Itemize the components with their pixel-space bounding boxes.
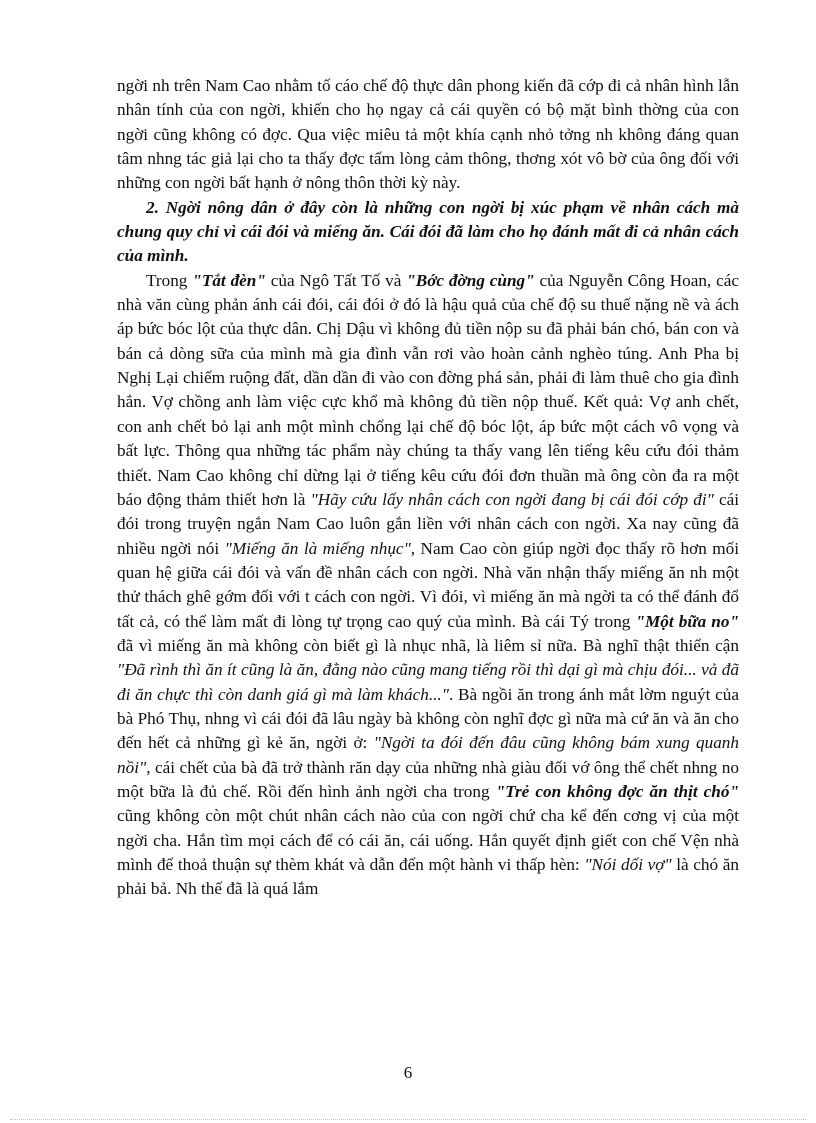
paragraph-intro: ngời nh trên Nam Cao nhằm tố cáo chế độ thực dân phong kiến đã cớp đi cả nhân hình lẫn nhân tính của con ngời, khiến cho họ ngay cả cái quyền có bộ mặt bình thờng của con ngời cũng không có đợc. Qua việc miêu tả một khía cạnh nhỏ tởng nh không đáng quan tâm nhng tác giả lại cho ta thấy đợc tấm lòng cảm thông, thơng xót vô bờ của ông đối với những con ngời bất hạnh ở nông thôn thời kỳ này. [117,76,739,193]
text-run: , cái chết của bà đã trở thành răn dạy của những nhà giàu đối vớ ông thể chết nhng no một bữa là đủ chế. Rồi đến hình ảnh ngời cha trong [117,757,739,801]
text-run: , Nam Cao còn giúp ngời đọc thấy rõ hơn mối quan hệ giữa cái đói và vấn đề nhân cách con ngời. Nhà văn nhận thấy miếng ăn nh một thử thách ghê gớm đối với t cách con ngời. Vì đói, vì miếng ăn mà ngời ta có thể đánh đổ tất cả, có thể làm mất đi lòng tự trọng cao quý của mình. Bà cái Tý trong [117,538,740,631]
quoted-title-tre-con: "Trẻ con không đợc ăn thịt chó" [495,781,739,801]
quoted-title-mot-bua-no: "Một bữa no" [635,611,739,631]
italic-quote: "Đã rình thì ăn ít cũng là ăn, đằng nào cũng mang tiếng rồi thì dại gì mà chịu đói... vả đã đi ăn chực thì còn danh giá gì mà làm khách..." [117,660,739,704]
text-run: của Nguyễn Công Hoan, các nhà văn cùng phản ánh cái đói, cái đói ở đó là hậu quả của chế độ su thuế nặng nề và ách áp bức bóc lột của thực dân. Chị Dậu vì không đủ tiền nộp su đã phải bán chó, bán con và bán cả dòng sữa của mình mà gia đình vẫn rơi vào hoàn cảnh nghèo túng. Anh Pha bị Nghị Lại chiếm ruộng đất, dần dần đi vào con đờng phá sản, phải đi làm thuê cho gia đình hắn. Vợ chồng anh làm việc cực khổ mà không đủ tiền nộp thuế. Kết quả: Vợ anh chết, con anh chết bỏ lại anh một mình chống lại chế độ bóc lột, áp bức một cách vô vọng và bất lực. Thông qua những tác phẩm này chúng ta thấy vang lên tiếng kêu cứu đói thảm thiết. Nam Cao không chỉ dừng lại ở tiếng kêu cứu đói đơn thuần mà ông còn đa ra một báo động thảm thiết hơn là [117,270,739,509]
section-heading: 2. Ngời nông dân ở đây còn là những con ngời bị xúc phạm về nhân cách mà chung quy chỉ vì cái đói và miếng ăn. Cái đói đã làm cho họ đánh mất đi cả nhân cách của mình. [117,197,739,266]
document-body [117,74,739,902]
page-number: 6 [403,1063,413,1082]
quoted-title-buoc-duong-cung: "Bớc đờng cùng" [406,270,535,290]
quoted-title-tat-den: "Tắt đèn" [192,270,266,290]
text-run: là chó ăn phải bả. Nh thế đã là quá lắm [117,855,739,899]
text-run: của Ngô Tất Tố và [265,270,407,290]
text-run: đã vì miếng ăn mà không còn biết gì là nhục nhã, là liêm sỉ nữa. Bà nghĩ thật thiển cận [117,635,739,655]
text-run: cái đói trong truyện ngắn Nam Cao luôn gắn liền với nhân cách con ngời. Xa nay cũng đã nhiều ngời nói [117,489,739,558]
italic-quote: "Hãy cứu lấy nhân cách con ngời đang bị cái đói cớp đi" [310,489,714,509]
text-run: cũng không còn một chút nhân cách nào của con ngời chứ cha kể đến cơng vị của một ngời cha. Hắn tìm mọi cách để có cái ăn, cái uống. Hắn quyết định giết con chế Vện nhà mình để thoả thuận sự thèm khát và dẫn đến một hành vi thấp hèn: [117,806,739,874]
italic-quote: "Ngời ta đói đến đâu cũng không bám xung quanh nồi" [117,733,739,777]
text-run: . Bà ngồi ăn trong ánh mắt lờm nguýt của bà Phó Thụ, nhng vì cái đói đã lâu ngày bà không còn nghĩ đợc gì nữa mà cứ ăn và ăn cho đến hết cả những gì kẻ ăn, ngời ở: [117,684,739,753]
paragraph-main [117,269,739,902]
page-bottom-divider [10,1119,806,1120]
italic-quote: "Nói dối vợ" [584,855,672,874]
italic-quote: "Miếng ăn là miếng nhục" [224,538,411,558]
text-run: Trong [146,270,193,290]
